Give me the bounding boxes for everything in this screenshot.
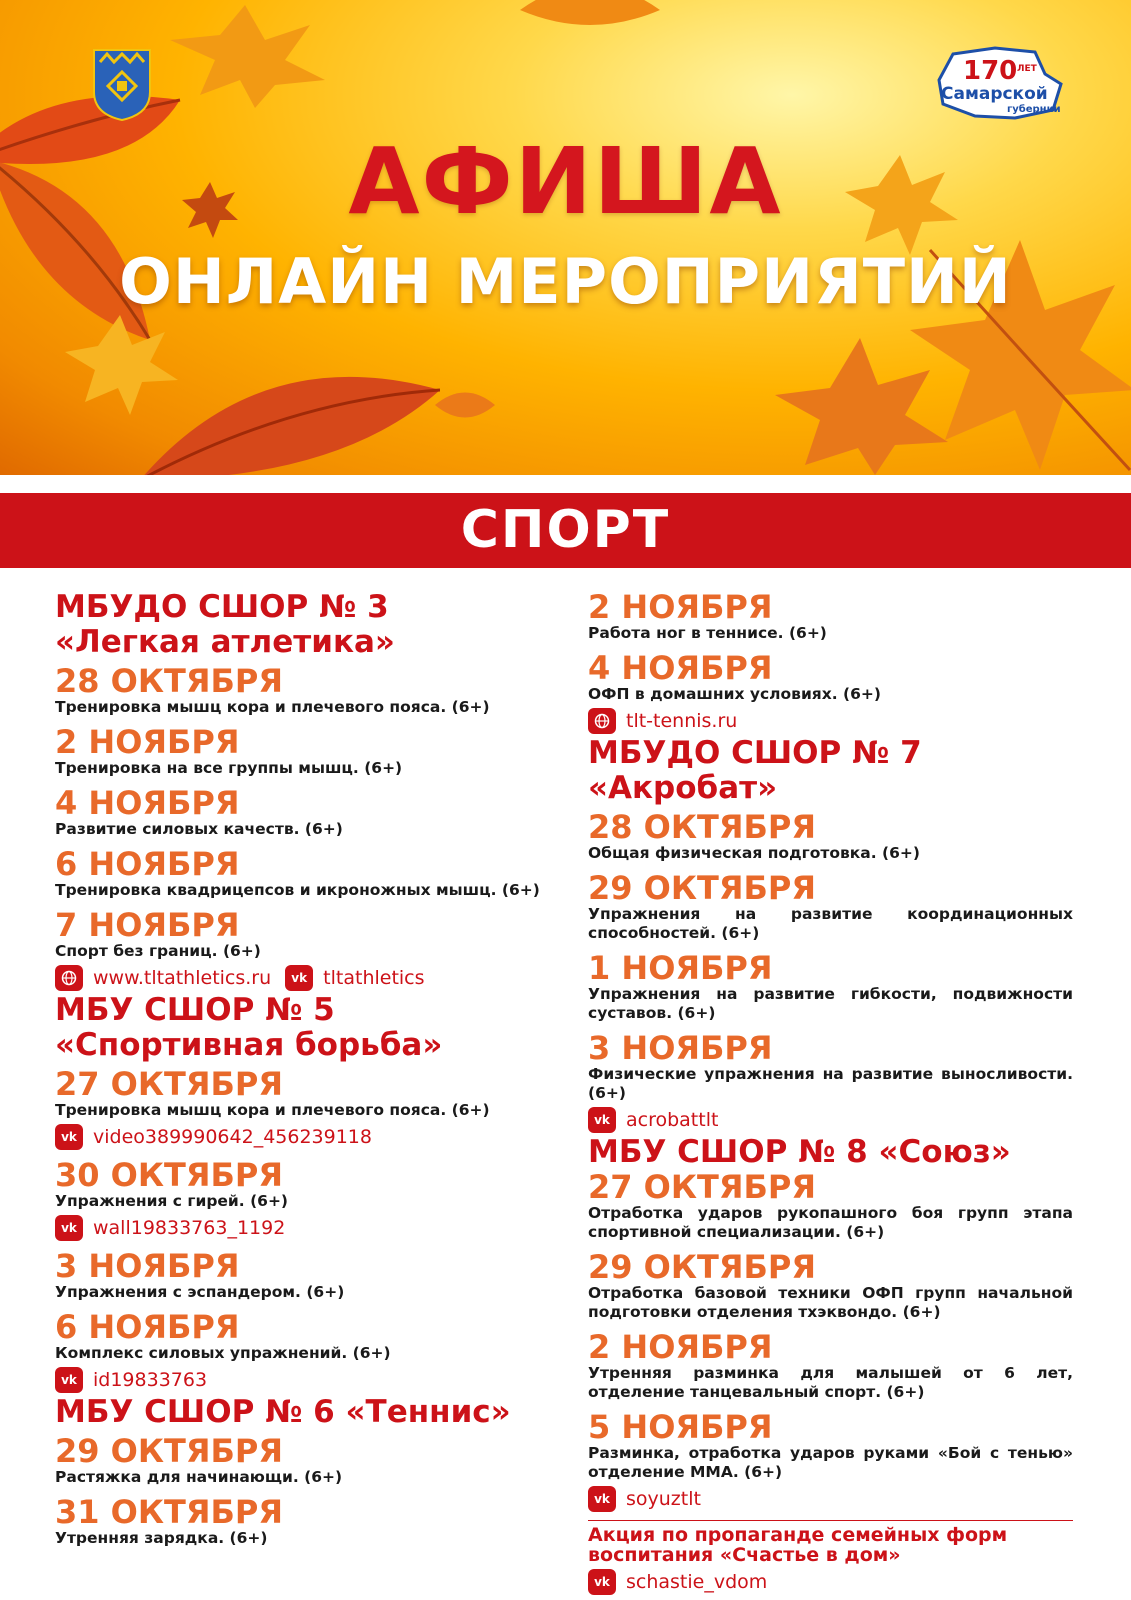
- vk-icon: vk: [588, 1569, 616, 1595]
- event-text: ОФП в домашних условиях. (6+): [588, 685, 881, 703]
- maple-leaf-icon: [430, 380, 500, 430]
- org-name: МБУДО СШОР № 3: [55, 589, 389, 625]
- event-text: Физические упражнения на развитие выносливости. (6+): [588, 1065, 1073, 1102]
- logo-number: 170: [963, 56, 1018, 86]
- event-date: 2 НОЯБРЯ: [55, 723, 240, 761]
- org-subtitle: «Легкая атлетика»: [55, 624, 395, 660]
- event-text: Растяжка для начинающи. (6+): [55, 1468, 343, 1486]
- anniversary-logo: [935, 44, 1065, 124]
- event-text: Тренировка квадрицепсов и икроножных мышц. (6+): [55, 881, 540, 899]
- vk-link[interactable]: [55, 1215, 545, 1241]
- vk-icon: vk: [588, 1486, 616, 1512]
- vk-link-text: video389990642_456239118: [93, 1126, 372, 1148]
- website-link-text: www.tltathletics.ru: [93, 967, 272, 989]
- vk-link-text: id19833763: [93, 1369, 208, 1391]
- logo-word: ЛЕТ: [1017, 64, 1037, 74]
- vk-icon: vk: [55, 1215, 83, 1241]
- right-column: [588, 590, 1073, 1597]
- section-title: СПОРТ: [0, 493, 1131, 568]
- vk-link[interactable]: [55, 1124, 545, 1150]
- event-date: 1 НОЯБРЯ: [588, 949, 773, 987]
- vk-link[interactable]: [588, 1569, 1073, 1595]
- maple-leaf-icon: [160, 0, 330, 110]
- event-text: Упражнения на развитие гибкости, подвижности суставов. (6+): [588, 985, 1073, 1022]
- event-date: 6 НОЯБРЯ: [55, 845, 240, 883]
- vk-icon: vk: [588, 1107, 616, 1133]
- maple-leaf-icon: [140, 330, 440, 475]
- event-text: Утренняя зарядка. (6+): [55, 1529, 268, 1547]
- event-text: Разминка, отработка ударов руками «Бой с тенью» отделение ММА. (6+): [588, 1444, 1073, 1481]
- page-subtitle: ОНЛАЙН МЕРОПРИЯТИЙ: [119, 245, 1012, 318]
- org-subtitle: «Акробат»: [588, 770, 778, 806]
- event-date: 6 НОЯБРЯ: [55, 1308, 240, 1346]
- globe-icon: [55, 965, 83, 991]
- website-link[interactable]: [588, 708, 1073, 734]
- logo-line1: Самарской: [941, 84, 1048, 104]
- vk-link[interactable]: [588, 1107, 1073, 1133]
- org-name: МБУДО СШОР № 7: [588, 735, 922, 771]
- event-date: 30 ОКТЯБРЯ: [55, 1156, 283, 1194]
- website-link[interactable]: [55, 965, 271, 991]
- vk-icon: vk: [55, 1124, 83, 1150]
- event-date: 5 НОЯБРЯ: [588, 1408, 773, 1446]
- event-date: 3 НОЯБРЯ: [588, 1029, 773, 1067]
- header-banner: [0, 0, 1131, 475]
- promo-action-text: Акция по пропаганде семейных форм воспитания «Счастье в дом»: [588, 1520, 1073, 1565]
- globe-icon: [588, 708, 616, 734]
- event-text: Развитие силовых качеств. (6+): [55, 820, 343, 838]
- event-text: Отработка базовой техники ОФП групп начальной подготовки отделения тхэквондо. (6+): [588, 1284, 1073, 1321]
- vk-link-text: soyuztlt: [626, 1488, 701, 1510]
- event-text: Отработка ударов рукопашного боя групп этапа спортивной специализации. (6+): [588, 1204, 1073, 1241]
- vk-link-text: acrobattlt: [626, 1109, 719, 1131]
- event-text: Утренняя разминка для малышей от 6 лет, отделение танцевальный спорт. (6+): [588, 1364, 1073, 1401]
- vk-link-text: schastie_vdom: [626, 1571, 768, 1593]
- vk-icon: vk: [285, 965, 313, 991]
- vk-link-text: wall19833763_1192: [93, 1217, 286, 1239]
- coat-of-arms-icon: [92, 48, 152, 122]
- event-text: Тренировка мышц кора и плечевого пояса. (6+): [55, 1101, 490, 1119]
- event-date: 3 НОЯБРЯ: [55, 1247, 240, 1285]
- page-title: АФИША: [348, 128, 783, 235]
- event-date: 29 ОКТЯБРЯ: [55, 1432, 283, 1470]
- vk-icon: vk: [55, 1367, 83, 1393]
- maple-leaf-icon: [770, 330, 950, 475]
- event-text: Общая физическая подготовка. (6+): [588, 844, 920, 862]
- event-date: 4 НОЯБРЯ: [55, 784, 240, 822]
- event-text: Упражнения с гирей. (6+): [55, 1192, 289, 1210]
- maple-leaf-icon: [520, 0, 660, 40]
- event-date: 29 ОКТЯБРЯ: [588, 869, 816, 907]
- org-subtitle: «Спортивная борьба»: [55, 1027, 443, 1063]
- event-text: Тренировка мышц кора и плечевого пояса. (6+): [55, 698, 490, 716]
- org-name: МБУ СШОР № 6 «Теннис»: [55, 1394, 511, 1430]
- event-date: 29 ОКТЯБРЯ: [588, 1248, 816, 1286]
- logo-line2: губернии: [1007, 104, 1061, 115]
- org-links: [55, 965, 545, 991]
- event-text: Тренировка на все группы мышц. (6+): [55, 759, 403, 777]
- vk-link[interactable]: [55, 1367, 545, 1393]
- website-link-text: tlt-tennis.ru: [626, 710, 738, 732]
- event-date: 4 НОЯБРЯ: [588, 649, 773, 687]
- org-name: МБУ СШОР № 5: [55, 992, 335, 1028]
- event-date: 2 НОЯБРЯ: [588, 1328, 773, 1366]
- org-name: МБУ СШОР № 8 «Союз»: [588, 1134, 1011, 1170]
- event-text: Упражнения на развитие координационных способностей. (6+): [588, 905, 1073, 942]
- event-text: Спорт без границ. (6+): [55, 942, 261, 960]
- event-date: 27 ОКТЯБРЯ: [55, 1065, 283, 1103]
- event-date: 2 НОЯБРЯ: [588, 588, 773, 626]
- event-date: 27 ОКТЯБРЯ: [588, 1168, 816, 1206]
- event-date: 28 ОКТЯБРЯ: [55, 662, 283, 700]
- event-date: 7 НОЯБРЯ: [55, 906, 240, 944]
- vk-link-text: tltathletics: [323, 967, 425, 989]
- event-text: Работа ног в теннисе. (6+): [588, 624, 827, 642]
- event-date: 31 ОКТЯБРЯ: [55, 1493, 283, 1531]
- left-column: [55, 590, 545, 1550]
- vk-link[interactable]: [588, 1486, 1073, 1512]
- event-date: 28 ОКТЯБРЯ: [588, 808, 816, 846]
- event-text: Комплекс силовых упражнений. (6+): [55, 1344, 391, 1362]
- event-text: Упражнения с эспандером. (6+): [55, 1283, 345, 1301]
- vk-link[interactable]: [285, 965, 424, 991]
